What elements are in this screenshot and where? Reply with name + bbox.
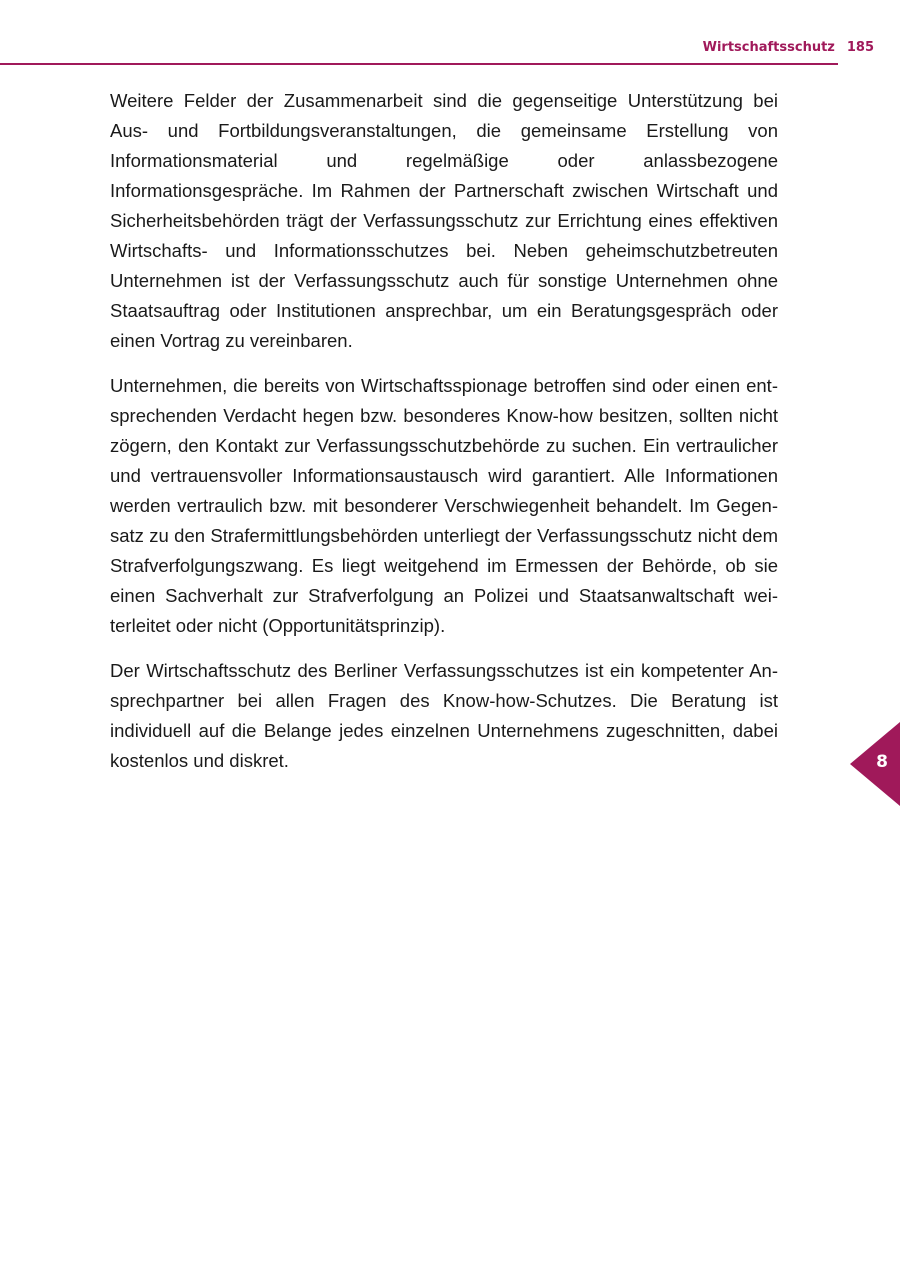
paragraph-1: Weitere Felder der Zusammenarbeit sind die gegenseitige Unterstützung bei Aus- und Fortbildungsveranstaltungen, die gemeinsame Erstellung von Informationsmaterial und regelmäßige oder anlassbezogene Informationsgespräche. Im Rahmen der Partnerschaft zwischen Wirtschaft und Sicherheitsbehörden trägt der Verfassungsschutz zur Errichtung eines effektiven Wirtschafts- und Informationsschutzes bei. Neben geheimschutzbetreuten Unternehmen ist der Verfassungsschutz auch für sonstige Unternehmen ohne Staatsauftrag oder Institutionen ansprechbar, um ein Beratungsgespräch oder einen Vortrag zu vereinbaren. [110,90,778,351]
running-head [703,40,874,55]
chapter-tab-triangle [850,722,900,806]
page-number: 185 [846,40,874,55]
paragraph-3: Der Wirtschaftsschutz des Berliner Verfassungsschutzes ist ein kompetenter Ansprechpartner bei allen Fragen des Know-how-Schutzes. Die Beratung ist individuell auf die Belange jedes einzelnen Unternehmens zugeschnitten, dabei kostenlos und diskret. [110,660,778,771]
chapter-number: 8 [876,752,888,772]
chapter-tab [850,722,900,806]
body-text [110,86,778,791]
paragraph-2: Unternehmen, die bereits von Wirtschaftsspionage betroffen sind oder einen entsprechenden Verdacht hegen bzw. besonderes Know-how besitzen, sollten nicht zögern, den Kontakt zur Verfassungsschutzbehörde zu suchen. Ein vertraulicher und vertrauensvoller Informationsaustausch wird garantiert. Alle Informationen werden vertraulich bzw. mit besonderer Verschwiegenheit behandelt. Im Gegensatz zu den Strafermittlungsbehörden unterliegt der Verfassungsschutz nicht dem Strafverfolgungszwang. Es liegt weitgehend im Ermessen der Behörde, ob sie einen Sachverhalt zur Strafverfolgung an Polizei und Staatsanwaltschaft weiterleitet oder nicht (Opportunitätsprinzip). [110,375,778,636]
header-rule [0,63,838,65]
running-title: Wirtschaftsschutz [702,40,835,55]
